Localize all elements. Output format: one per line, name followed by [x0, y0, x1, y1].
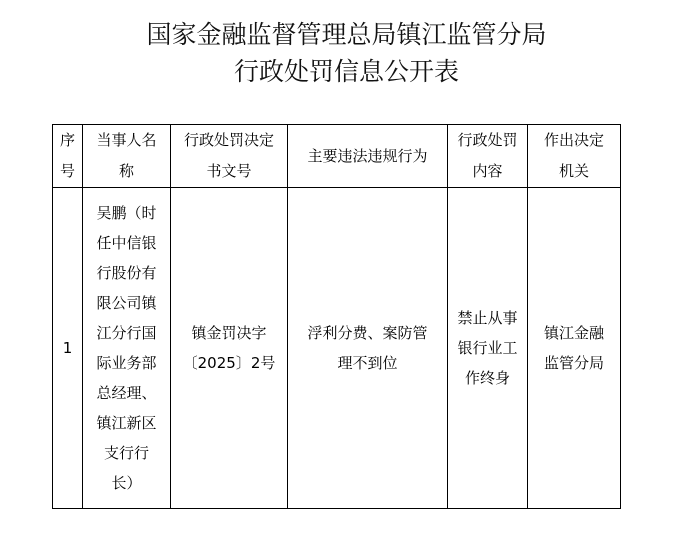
cell-no: 1: [53, 188, 83, 509]
cell-violation: 浮利分费、案防管 理不到位: [288, 188, 448, 509]
table-row: [53, 188, 621, 509]
cell-doc-no: 镇金罚决字 〔2025〕2号: [171, 188, 288, 509]
cell-authority: 镇江金融 监管分局: [528, 188, 621, 509]
page-subtitle: 行政处罚信息公开表: [233, 57, 459, 86]
table-header-row: [53, 125, 621, 188]
page-title: 国家金融监督管理总局镇江监管分局: [146, 20, 547, 49]
header-authority: 作出决定 机关: [528, 125, 621, 188]
header-penalty: 行政处罚 内容: [448, 125, 528, 188]
header-doc-no: 行政处罚决定 书文号: [171, 125, 288, 188]
header-violation: 主要违法违规行为: [288, 125, 448, 188]
header-no: 序 号: [53, 125, 83, 188]
cell-party: 吴鹏（时 任中信银 行股份有 限公司镇 江分行国 际业务部 总经理、 镇江新区 支行行 长）: [83, 188, 171, 509]
cell-penalty: 禁止从事 银行业工 作终身: [448, 188, 528, 509]
header-party: 当事人名 称: [83, 125, 171, 188]
penalty-table: [52, 124, 621, 509]
